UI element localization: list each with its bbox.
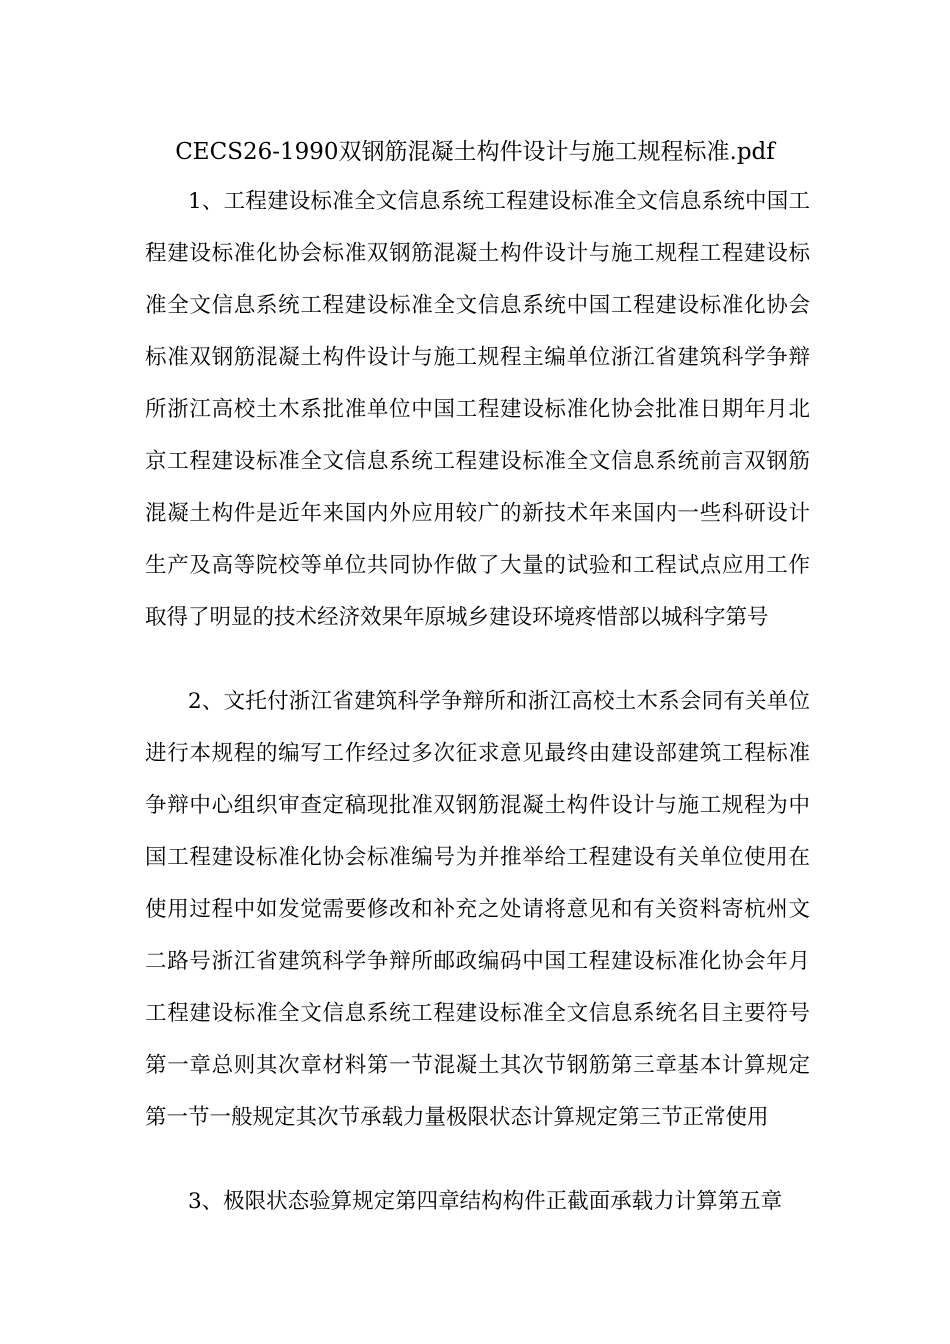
paragraph-3: 3、极限状态验算规定第四章结构构件正截面承载力计算第五章 — [188, 1189, 783, 1214]
paragraph-1: 1、工程建设标准全文信息系统工程建设标准全文信息系统中国工程建设标准化协会标准双钢筋混凝土构件设计与施工规程工程建设标准全文信息系统工程建设标准全文信息系统中国工程建设标准化协会标准双钢筋混凝土构件设计与施工规程主编单位浙江省建筑科学争辩所浙江高校土木系批准单位中国工程建设标准化协会批准日期年月北京工程建设标准全文信息系统工程建设标准全文信息系统前言双钢筋混凝土构件是近年来国内外应用较广的新技术年来国内一些科研设计生产及高等院校等单位共同协作做了大量的试验和工程试点应用工作取得了明显的技术经济效果年原城乡建设环境疼惜部以城科字第号 — [145, 189, 810, 630]
paragraph-2: 2、文托付浙江省建筑科学争辩所和浙江高校土木系会同有关单位进行本规程的编写工作经过多次征求意见最终由建设部建筑工程标准争辩中心组织审查定稿现批准双钢筋混凝土构件设计与施工规程为中国工程建设标准化协会标准编号为并推举给工程建设有关单位使用在使用过程中如发觉需要修改和补充之处请将意见和有关资料寄杭州文二路号浙江省建筑科学争辩所邮政编码中国工程建设标准化协会年月工程建设标准全文信息系统工程建设标准全文信息系统名目主要符号第一章总则其次章材料第一节混凝土其次节钢筋第三章基本计算规定第一节一般规定其次节承载力量极限状态计算规定第三节正常使用 — [145, 689, 810, 1130]
document-title: CECS26-1990双钢筋混凝土构件设计与施工规程标准.pdf — [175, 139, 775, 165]
